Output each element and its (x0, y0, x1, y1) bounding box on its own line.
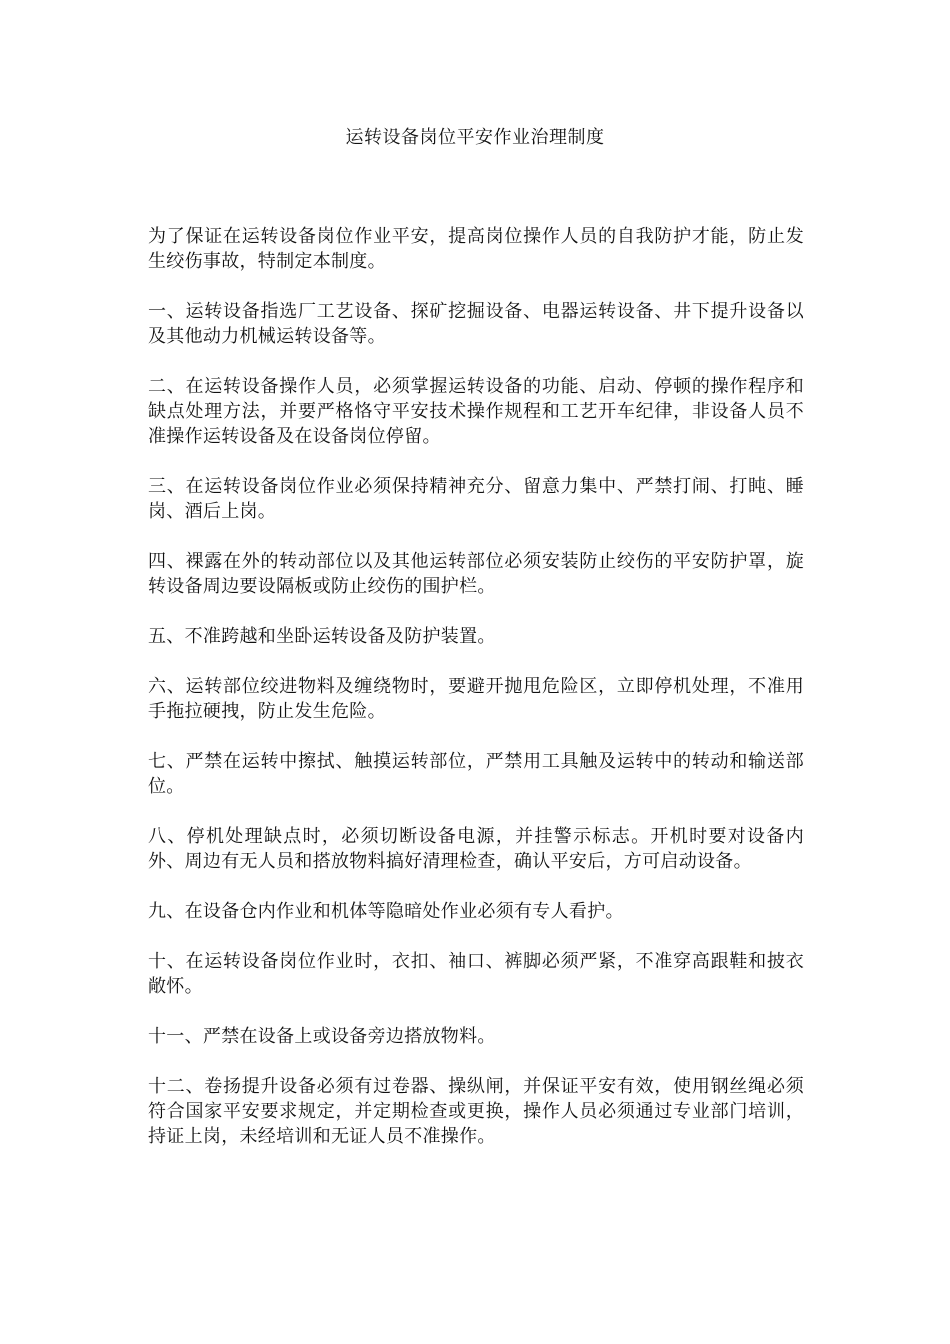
paragraph-item-4: 四、裸露在外的转动部位以及其他运转部位必须安装防止绞伤的平安防护罩，旋转设备周边要设隔板或防止绞伤的围护栏。 (148, 551, 804, 597)
paragraph-item-7: 七、严禁在运转中擦拭、触摸运转部位，严禁用工具触及运转中的转动和输送部位。 (148, 751, 804, 797)
paragraph-item-8: 八、停机处理缺点时，必须切断设备电源，并挂警示标志。开机时要对设备内外、周边有无人员和搭放物料搞好清理检查，确认平安后，方可启动设备。 (148, 826, 804, 872)
paragraph-item-5: 五、不准跨越和坐卧运转设备及防护装置。 (148, 626, 496, 647)
paragraph-item-9: 九、在设备仓内作业和机体等隐暗处作业必须有专人看护。 (148, 901, 624, 922)
paragraph-item-3: 三、在运转设备岗位作业必须保持精神充分、留意力集中、严禁打闹、打盹、睡岗、酒后上岗。 (148, 476, 804, 522)
document-body (148, 224, 804, 1174)
paragraph-item-1: 一、运转设备指选厂工艺设备、探矿挖掘设备、电器运转设备、井下提升设备以及其他动力机械运转设备等。 (148, 301, 804, 347)
paragraph-intro: 为了保证在运转设备岗位作业平安，提高岗位操作人员的自我防护才能，防止发生绞伤事故，特制定本制度。 (148, 226, 804, 272)
paragraph-item-11: 十一、严禁在设备上或设备旁边搭放物料。 (148, 1026, 496, 1047)
paragraph-item-6: 六、运转部位绞进物料及缠绕物时，要避开抛甩危险区，立即停机处理，不准用手拖拉硬拽，防止发生危险。 (148, 676, 804, 722)
paragraph-item-2: 二、在运转设备操作人员，必须掌握运转设备的功能、启动、停顿的操作程序和缺点处理方法，并要严格恪守平安技术操作规程和工艺开车纪律，非设备人员不准操作运转设备及在设备岗位停留。 (148, 376, 804, 447)
paragraph-item-12: 十二、卷扬提升设备必须有过卷器、操纵闸，并保证平安有效，使用钢丝绳必须符合国家平安要求规定，并定期检查或更换，操作人员必须通过专业部门培训，持证上岗，未经培训和无证人员不准操作。 (148, 1076, 804, 1147)
document-title: 运转设备岗位平安作业治理制度 (345, 127, 605, 148)
paragraph-item-10: 十、在运转设备岗位作业时，衣扣、袖口、裤脚必须严紧，不准穿高跟鞋和披衣敞怀。 (148, 951, 804, 997)
